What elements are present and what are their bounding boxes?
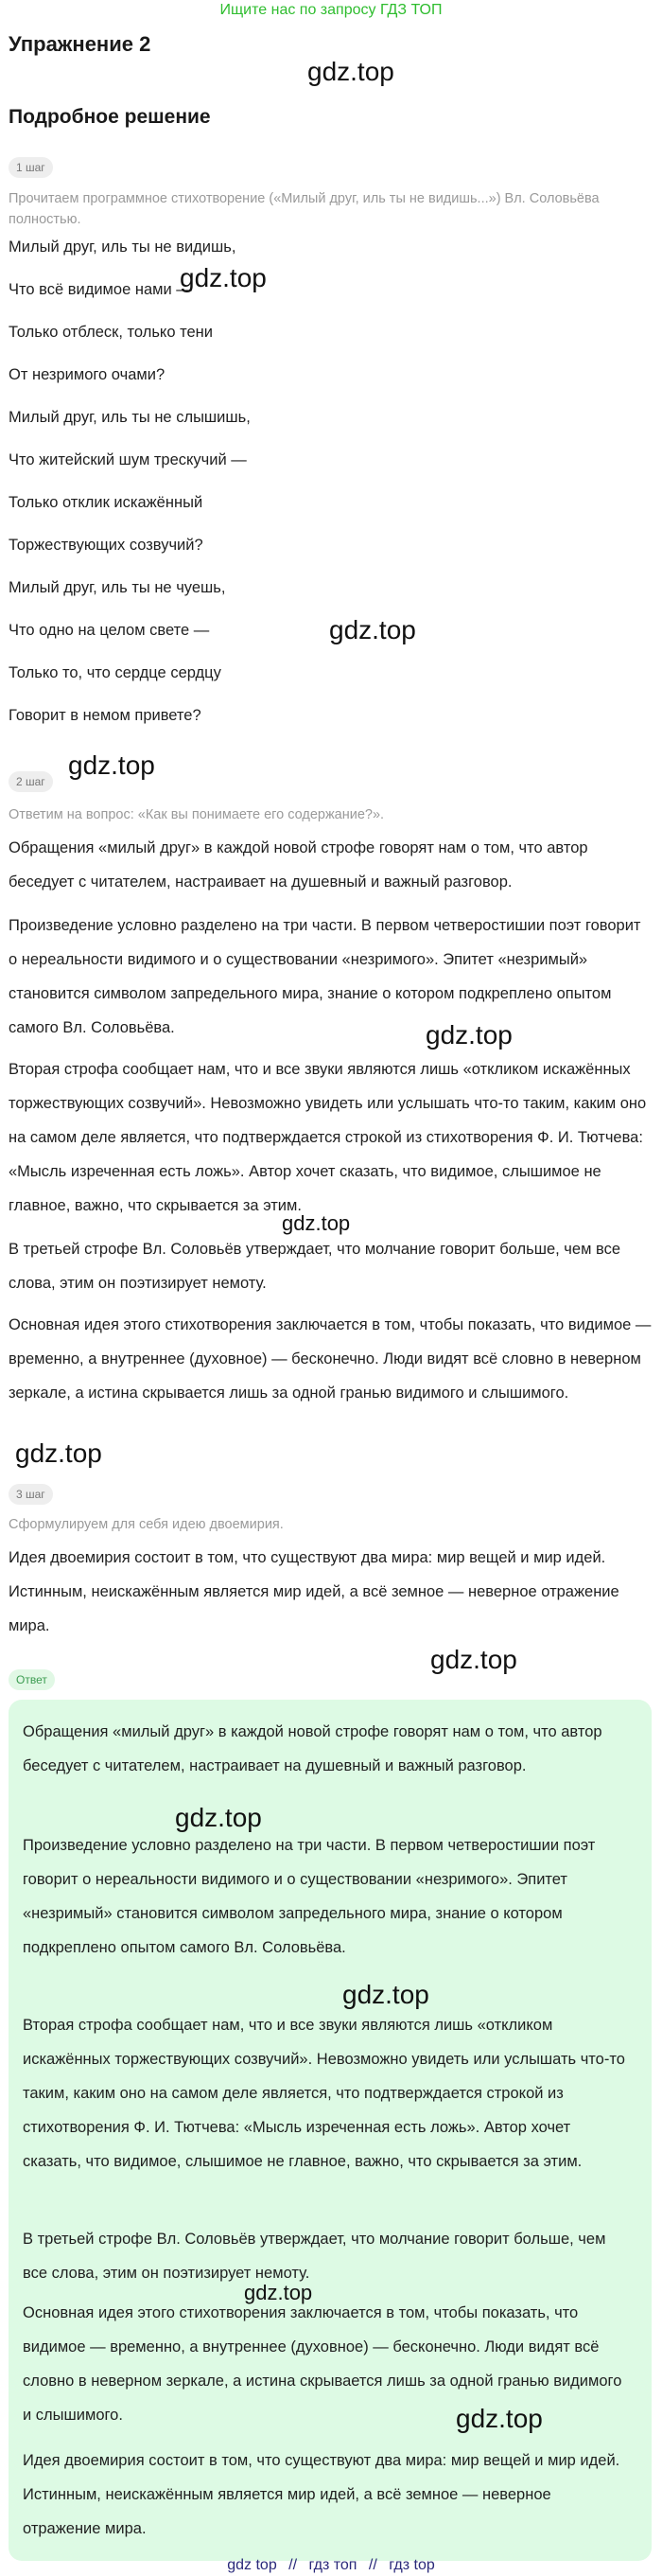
poem-line: Только отблеск, только тени: [9, 324, 213, 341]
watermark: gdz.top: [430, 1645, 517, 1674]
solution-paragraph: Идея двоемирия состоит в том, что существуют два мира: мир вещей и мир идей. Истинным, неискажённым является мир идей, а всё земное — неверное отражение мира.: [9, 1549, 619, 1634]
step-1-chip: 1 шаг: [9, 157, 53, 178]
poem-line: Милый друг, иль ты не чуешь,: [9, 579, 226, 596]
watermark: gdz.top: [180, 263, 267, 292]
solution-paragraph: Произведение условно разделено на три части. В первом четверостишии поэт говорит о нереальности видимого и о существовании «незримого». Эпитет «незримый» становится символом запредельного мира, знание о котором подкреплено опытом самого Вл. Соловьёва.: [9, 917, 641, 1036]
answer-paragraph: Идея двоемирия состоит в том, что существуют два мира: мир вещей и мир идей. Истинным, неискажённым является мир идей, а всё земное — неверное отражение мира.: [23, 2452, 620, 2537]
watermark: gdz.top: [426, 1020, 513, 1050]
answer-paragraph: Произведение условно разделено на три части. В первом четверостишии поэт говорит о нереальности видимого и о существовании «незримого». Эпитет «незримый» становится символом запредельного мира, знание о котором подкреплено опытом самого Вл. Соловьёва.: [23, 1837, 596, 1956]
footer-link-gdz-top-mixed[interactable]: гдз top: [389, 2557, 435, 2573]
watermark: gdz.top: [456, 2404, 543, 2433]
poem-line: Торжествующих созвучий?: [9, 537, 203, 554]
poem-line: От незримого очами?: [9, 366, 166, 383]
footer-links: [0, 2555, 662, 2576]
answer-paragraph: Основная идея этого стихотворения заключается в том, чтобы показать, что видимое — временно, а внутреннее (духовное) — бесконечно. Люди видят всё словно в неверном зеркале, а истина скрывается лишь за одной гранью видимого и слышимого.: [23, 2304, 622, 2424]
watermark: gdz.top: [329, 615, 416, 644]
search-banner[interactable]: Ищите нас по запросу ГДЗ ТОП: [219, 2, 443, 18]
answer-paragraph: Обращения «милый друг» в каждой новой строфе говорят нам о том, что автор беседует с читателем, настраивает на душевный и важный разговор.: [23, 1723, 602, 1774]
step-2-chip: 2 шаг: [9, 771, 53, 792]
footer-link-gdz-top[interactable]: gdz top: [227, 2557, 277, 2573]
answer-chip: Ответ: [9, 1669, 55, 1690]
step-1-hint: Прочитаем программное стихотворение («Милый друг, иль ты не видишь...») Вл. Соловьёва полностью.: [9, 191, 600, 227]
footer-separator: //: [288, 2557, 298, 2573]
poem-line: Что всё видимое нами —: [9, 281, 192, 298]
exercise-title: Упражнение 2: [9, 32, 151, 56]
footer-separator: //: [368, 2557, 377, 2573]
watermark: gdz.top: [342, 1980, 429, 2009]
step-3-chip: 3 шаг: [9, 1484, 53, 1505]
poem-line: Что одно на целом свете —: [9, 622, 210, 639]
solution-heading: Подробное решение: [9, 106, 211, 128]
poem-line: Только то, что сердце сердцу: [9, 664, 221, 681]
footer-link-gdz-top-ru[interactable]: гдз топ: [308, 2557, 357, 2573]
solution-paragraph: Обращения «милый друг» в каждой новой строфе говорят нам о том, что автор беседует с читателем, настраивает на душевный и важный разговор.: [9, 839, 588, 891]
watermark: gdz.top: [175, 1803, 262, 1832]
poem-line: Только отклик искажённый: [9, 494, 203, 511]
watermark: gdz.top: [15, 1438, 102, 1468]
answer-paragraph: В третьей строфе Вл. Соловьёв утверждает, что молчание говорит больше, чем все слова, этим он поэтизирует немоту.: [23, 2231, 606, 2282]
watermark: gdz.top: [307, 57, 394, 86]
poem-line: Что житейский шум трескучий —: [9, 451, 247, 468]
step-2-hint: Ответим на вопрос: «Как вы понимаете его содержание?».: [9, 807, 385, 822]
poem-line: Милый друг, иль ты не слышишь,: [9, 409, 251, 426]
poem: [9, 237, 251, 748]
answer-paragraph: Вторая строфа сообщает нам, что и все звуки являются лишь «откликом искажённых торжествующих созвучий». Невозможно увидеть или услышать что-то таким, каким оно на самом деле является, что подтверждается строкой из стихотворения Ф. И. Тютчева: «Мысль изреченная есть ложь». Автор хочет сказать, что видимое, слышимое не главное, важно, что скрывается за этим.: [23, 2017, 625, 2170]
solution-paragraph: В третьей строфе Вл. Соловьёв утверждает, что молчание говорит больше, чем все слова, этим он поэтизирует немоту.: [9, 1241, 621, 1292]
poem-line: Говорит в немом привете?: [9, 707, 201, 724]
watermark: gdz.top: [282, 1211, 351, 1235]
watermark: gdz.top: [68, 750, 155, 780]
solution-paragraph: Основная идея этого стихотворения заключается в том, чтобы показать, что видимое — временно, а внутреннее (духовное) — бесконечно. Люди видят всё словно в неверном зеркале, а истина скрывается лишь за одной гранью видимого и слышимого.: [9, 1316, 652, 1402]
solution-paragraph: Вторая строфа сообщает нам, что и все звуки являются лишь «откликом искажённых торжествующих созвучий». Невозможно увидеть или услышать что-то таким, каким оно на самом деле является, что подтверждается строкой из стихотворения Ф. И. Тютчева: «Мысль изреченная есть ложь». Автор хочет сказать, что видимое, слышимое не главное, важно, что скрывается за этим.: [9, 1061, 647, 1214]
step-3-hint: Сформулируем для себя идею двоемирия.: [9, 1517, 284, 1532]
poem-line: Милый друг, иль ты не видишь,: [9, 238, 236, 256]
watermark: gdz.top: [244, 2281, 313, 2304]
